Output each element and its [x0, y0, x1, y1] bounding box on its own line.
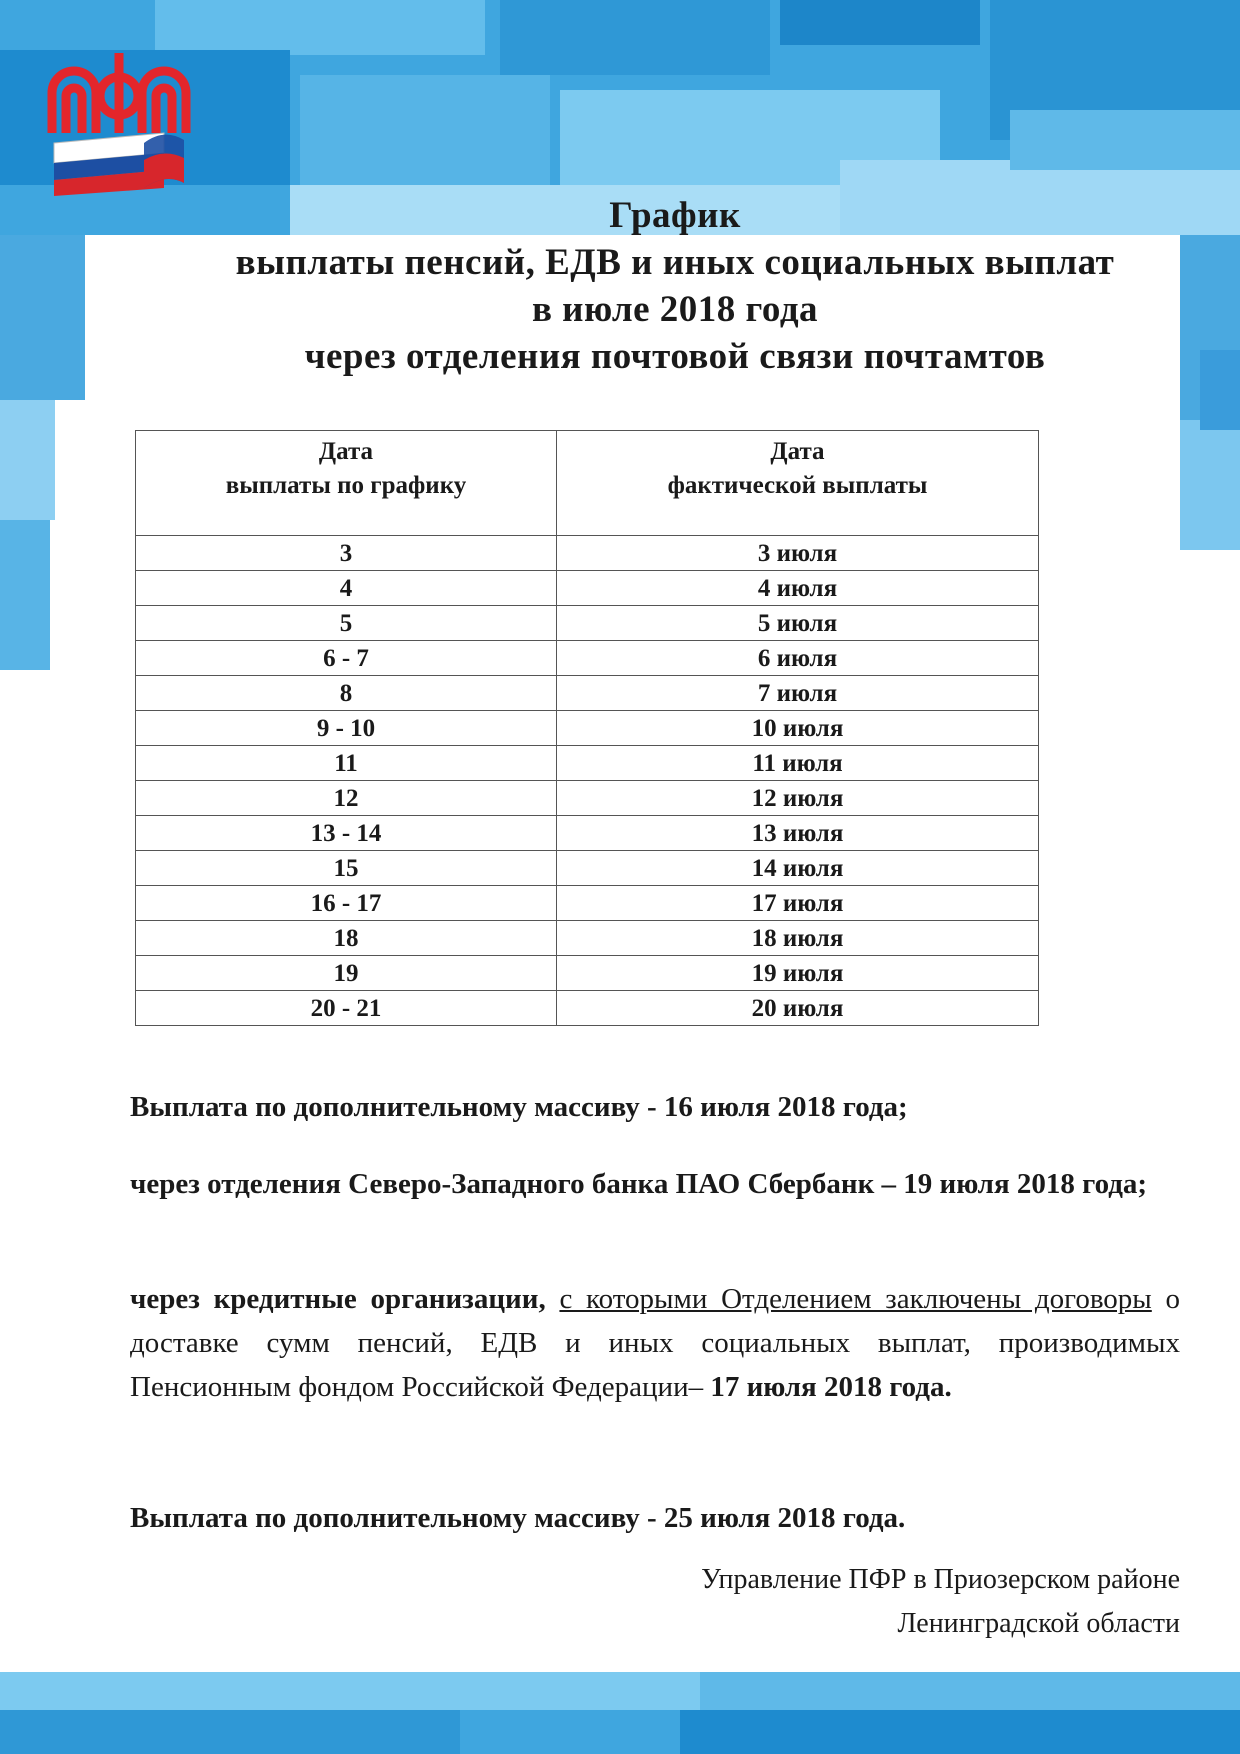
table-row — [136, 676, 1039, 711]
actual-date-cell: 17 июля — [557, 886, 1039, 921]
table-row — [136, 921, 1039, 956]
table-row — [136, 536, 1039, 571]
scheduled-date-cell: 20 - 21 — [136, 991, 557, 1026]
actual-date-cell: 12 июля — [557, 781, 1039, 816]
scheduled-date-cell: 3 — [136, 536, 557, 571]
scheduled-date-cell: 16 - 17 — [136, 886, 557, 921]
scheduled-date-cell: 19 — [136, 956, 557, 991]
header-text: фактической выплаты — [667, 472, 928, 499]
credit-date: 17 июля 2018 года. — [710, 1371, 952, 1403]
header-text: Дата — [318, 438, 374, 465]
scheduled-date-cell: 4 — [136, 571, 557, 606]
table-row — [136, 781, 1039, 816]
header-text: выплаты по графику — [225, 472, 467, 499]
scheduled-date-cell: 15 — [136, 851, 557, 886]
signature — [701, 1558, 1180, 1646]
table-row — [136, 711, 1039, 746]
credit-plain: о доставке сумм пенсий, ЕДВ и иных социальных выплат, производимых Пенсионным фондом Российской Федерации– — [130, 1283, 1181, 1403]
scheduled-date-cell: 12 — [136, 781, 557, 816]
table-row — [136, 606, 1039, 641]
credit-bold: через кредитные организации, — [130, 1283, 546, 1315]
table-row — [136, 571, 1039, 606]
title-line: выплаты пенсий, ЕДВ и иных социальных выплат — [235, 242, 1115, 283]
table-row — [136, 816, 1039, 851]
actual-date-cell: 6 июля — [557, 641, 1039, 676]
footer-band-block — [700, 1672, 1240, 1710]
signature-line: Управление ПФР в Приозерском районе — [701, 1564, 1180, 1595]
scheduled-date-cell: 8 — [136, 676, 557, 711]
actual-date-cell: 20 июля — [557, 991, 1039, 1026]
actual-date-cell: 13 июля — [557, 816, 1039, 851]
table-header-row — [136, 431, 1039, 536]
title-line: через отделения почтовой связи почтамтов — [304, 336, 1046, 377]
scheduled-date-cell: 11 — [136, 746, 557, 781]
actual-date-cell: 7 июля — [557, 676, 1039, 711]
actual-date-cell: 19 июля — [557, 956, 1039, 991]
header-band-block — [780, 0, 980, 45]
actual-date-cell: 14 июля — [557, 851, 1039, 886]
sberbank-note: через отделения Северо-Западного банка ПАО Сбербанк – 19 июля 2018 года; — [130, 1168, 1148, 1200]
scheduled-date-cell: 5 — [136, 606, 557, 641]
credit-underlined: с которыми Отделением заключены договоры — [559, 1283, 1152, 1315]
table-row — [136, 956, 1039, 991]
header-band-block — [1010, 110, 1240, 170]
extra-payment-note-2: Выплата по дополнительному массиву - 25 июля 2018 года. — [130, 1502, 906, 1534]
scheduled-date-cell: 13 - 14 — [136, 816, 557, 851]
table-row — [136, 746, 1039, 781]
table-row — [136, 641, 1039, 676]
header-scheduled-date — [136, 431, 557, 536]
footer-band-block — [0, 1672, 700, 1710]
actual-date-cell: 10 июля — [557, 711, 1039, 746]
actual-date-cell: 18 июля — [557, 921, 1039, 956]
document-title — [140, 192, 1210, 380]
payment-schedule-table — [135, 430, 1039, 1026]
signature-line: Ленинградской области — [897, 1608, 1180, 1639]
side-band-block — [0, 400, 55, 520]
actual-date-cell: 5 июля — [557, 606, 1039, 641]
actual-date-cell: 3 июля — [557, 536, 1039, 571]
scheduled-date-cell: 6 - 7 — [136, 641, 557, 676]
table-row — [136, 886, 1039, 921]
actual-date-cell: 4 июля — [557, 571, 1039, 606]
actual-date-cell: 11 июля — [557, 746, 1039, 781]
scheduled-date-cell: 18 — [136, 921, 557, 956]
pfr-logo — [44, 48, 194, 196]
title-line: График — [609, 195, 741, 236]
header-text: Дата — [770, 438, 825, 465]
side-band-block — [0, 235, 85, 400]
footer-band-block — [680, 1710, 1240, 1754]
scheduled-date-cell: 9 - 10 — [136, 711, 557, 746]
table-row — [136, 991, 1039, 1026]
side-band-block — [1180, 420, 1240, 550]
footer-band-block — [0, 1710, 460, 1754]
title-line: в июле 2018 года — [531, 289, 819, 330]
header-band-block — [500, 0, 770, 75]
extra-payment-note: Выплата по дополнительному массиву - 16 июля 2018 года; — [130, 1091, 908, 1123]
table-row — [136, 851, 1039, 886]
header-band-block — [155, 0, 485, 55]
header-band-block — [300, 75, 550, 185]
header-actual-date — [557, 431, 1039, 536]
credit-org-note — [130, 1277, 1180, 1409]
side-band-block — [0, 520, 50, 670]
